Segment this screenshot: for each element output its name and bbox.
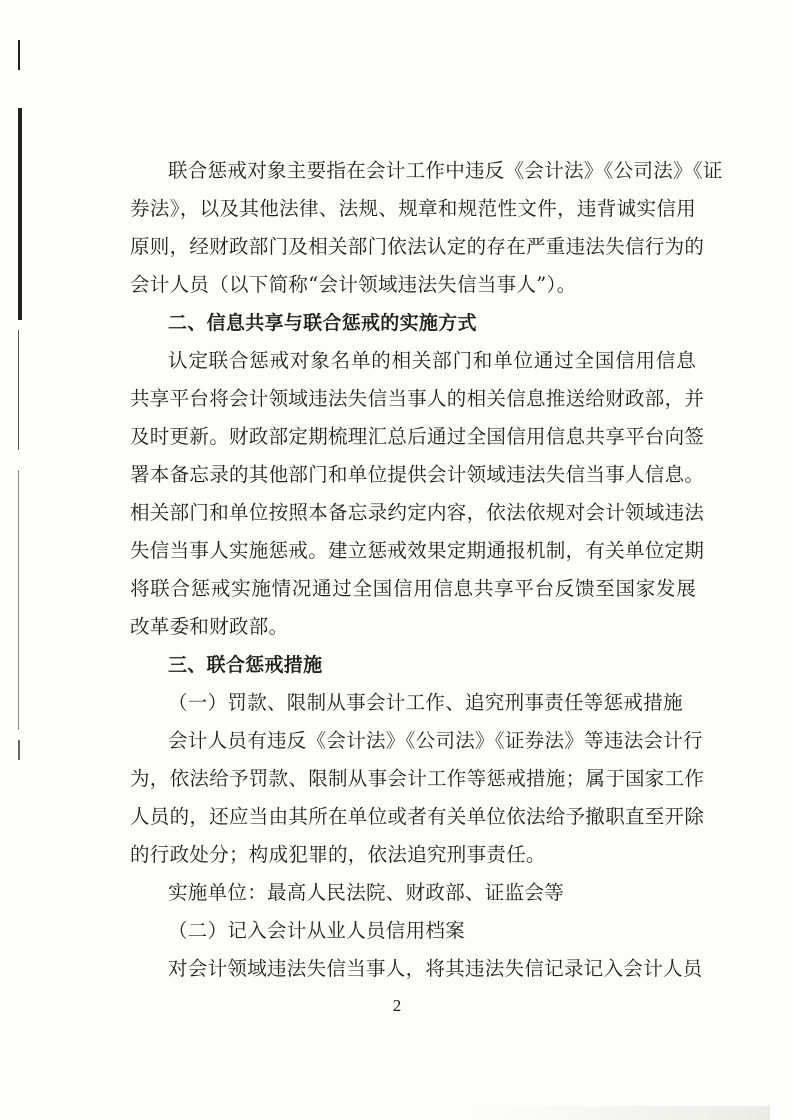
scan-shadow xyxy=(470,1106,770,1120)
text-line: 券法》，以及其他法律、法规、规章和规范性文件，违背诚实信用 xyxy=(130,197,696,220)
scan-edge-mark xyxy=(18,470,19,730)
paragraph-credit-records xyxy=(130,950,703,988)
paragraph-implementation xyxy=(130,342,705,646)
paragraph-definition xyxy=(130,152,723,304)
text-line: 会计人员有违反《会计法》《公司法》《证券法》等违法会计行 xyxy=(168,729,703,752)
subheading-penalties: （一）罚款、限制从事会计工作、追究刑事责任等惩戒措施 xyxy=(168,691,683,714)
text-line: 共享平台将会计领域违法失信当事人的相关信息推送给财政部，并 xyxy=(130,387,705,410)
text-line: 会计人员（以下简称“会计领域违法失信当事人”）。 xyxy=(130,273,577,296)
scan-edge-mark xyxy=(18,740,20,760)
text-line: 及时更新。财政部定期梳理汇总后通过全国信用信息共享平台向签 xyxy=(130,425,705,448)
subheading-credit-records: （二）记入会计从业人员信用档案 xyxy=(168,919,466,942)
text-line: 联合惩戒对象主要指在会计工作中违反《会计法》《公司法》《证 xyxy=(168,159,723,182)
scan-edge-mark xyxy=(18,330,19,450)
scan-edge-mark xyxy=(18,40,20,70)
text-line: 相关部门和单位按照本备忘录约定内容，依法依规对会计领域违法 xyxy=(130,501,705,524)
text-line: 人员的，还应当由其所在单位或者有关单位依法给予撤职直至开除 xyxy=(130,805,705,828)
text-line: 的行政处分；构成犯罪的，依法追究刑事责任。 xyxy=(130,843,546,866)
implementing-units: 实施单位：最高人民法院、财政部、证监会等 xyxy=(168,881,565,904)
section-heading-2: 二、信息共享与联合惩戒的实施方式 xyxy=(168,312,477,334)
text-line: 将联合惩戒实施情况通过全国信用信息共享平台反馈至国家发展 xyxy=(130,577,696,600)
paragraph-penalties xyxy=(130,722,705,874)
text-line: 原则，经财政部门及相关部门依法认定的存在严重违法失信行为的 xyxy=(130,235,705,258)
text-line: 改革委和财政部。 xyxy=(130,615,289,638)
section-heading-3: 三、联合惩戒措施 xyxy=(168,654,323,676)
scan-edge-mark xyxy=(18,108,22,320)
document-body xyxy=(130,152,723,988)
text-line: 署本备忘录的其他部门和单位提供会计领域违法失信当事人信息。 xyxy=(130,463,705,486)
text-line: 失信当事人实施惩戒。建立惩戒效果定期通报机制，有关单位定期 xyxy=(130,539,705,562)
page-number: 2 xyxy=(392,996,402,1015)
text-line: 认定联合惩戒对象名单的相关部门和单位通过全国信用信息 xyxy=(168,349,696,372)
text-line: 为，依法给予罚款、限制从事会计工作等惩戒措施；属于国家工作 xyxy=(130,767,705,790)
text-line: 对会计领域违法失信当事人，将其违法失信记录记入会计人员 xyxy=(168,957,703,980)
